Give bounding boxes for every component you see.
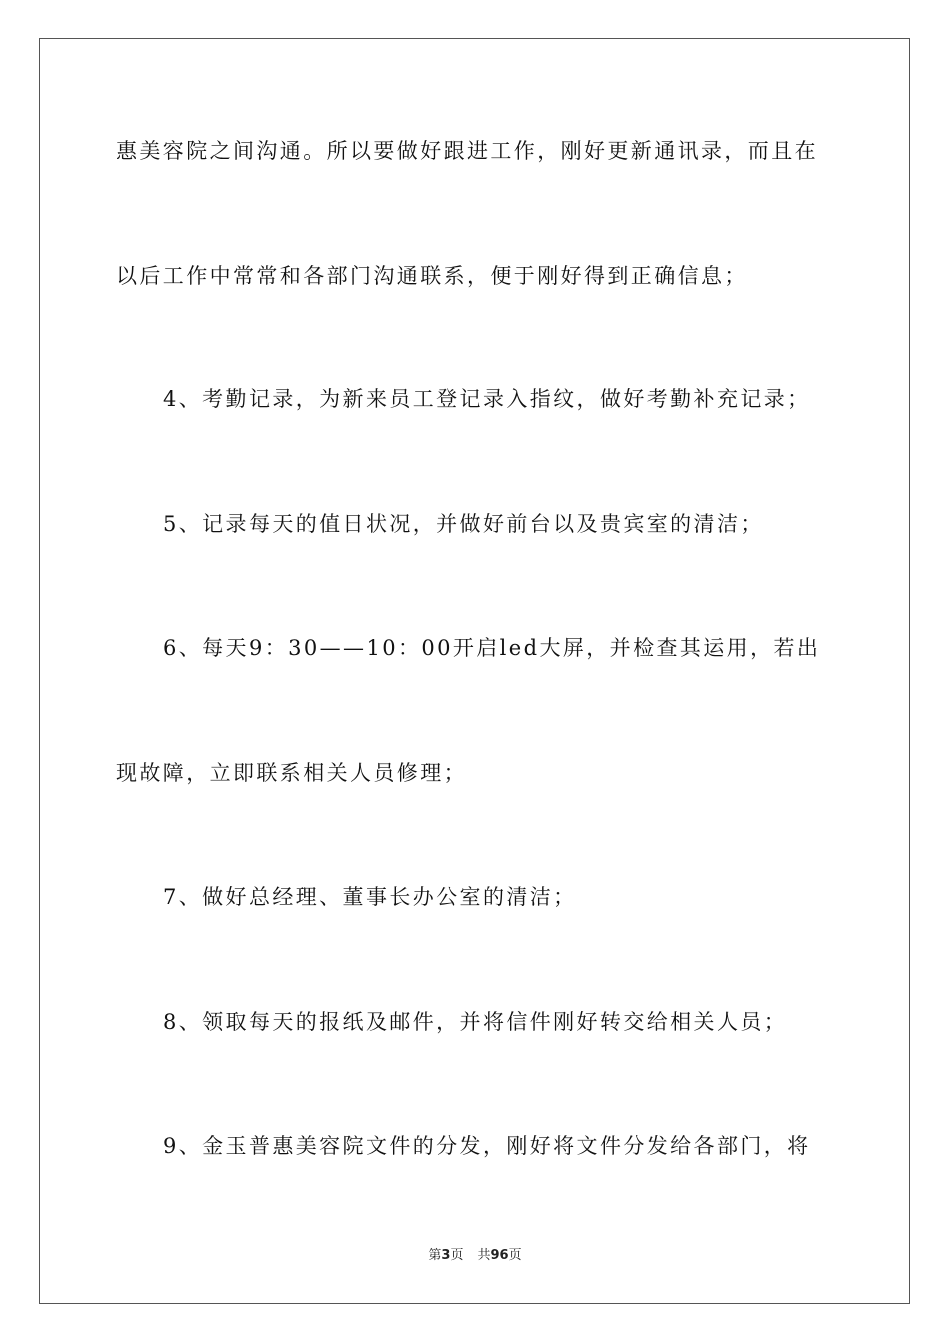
page-number: 3: [441, 1248, 451, 1263]
list-item-6: 6、每天9：30——10：00开启led大屏，并检查其运用，若出: [163, 636, 821, 660]
page-prefix: 第: [428, 1248, 442, 1263]
total-pages: 96: [490, 1248, 509, 1263]
list-item-9: 9、金玉普惠美容院文件的分发，刚好将文件分发给各部门，将: [163, 1134, 811, 1158]
page-suffix: 页: [450, 1248, 464, 1263]
list-item-7: 7、做好总经理、董事长办公室的清洁；: [163, 885, 577, 909]
list-item-4: 4、考勤记录，为新来员工登记录入指纹，做好考勤补充记录；: [163, 387, 811, 411]
body-line-1: 惠美容院之间沟通。所以要做好跟进工作，刚好更新通讯录，而且在: [116, 139, 818, 163]
list-item-5: 5、记录每天的值日状况，并做好前台以及贵宾室的清洁；: [163, 512, 764, 536]
total-suffix: 页: [508, 1248, 522, 1263]
page-footer: [0, 1247, 950, 1265]
total-prefix: 共: [477, 1248, 491, 1263]
page-border: [39, 38, 910, 1304]
body-line-2: 以后工作中常常和各部门沟通联系，便于刚好得到正确信息；: [116, 264, 748, 288]
list-item-8: 8、领取每天的报纸及邮件，并将信件刚好转交给相关人员；: [163, 1010, 788, 1034]
list-item-6-continued: 现故障，立即联系相关人员修理；: [116, 761, 467, 785]
